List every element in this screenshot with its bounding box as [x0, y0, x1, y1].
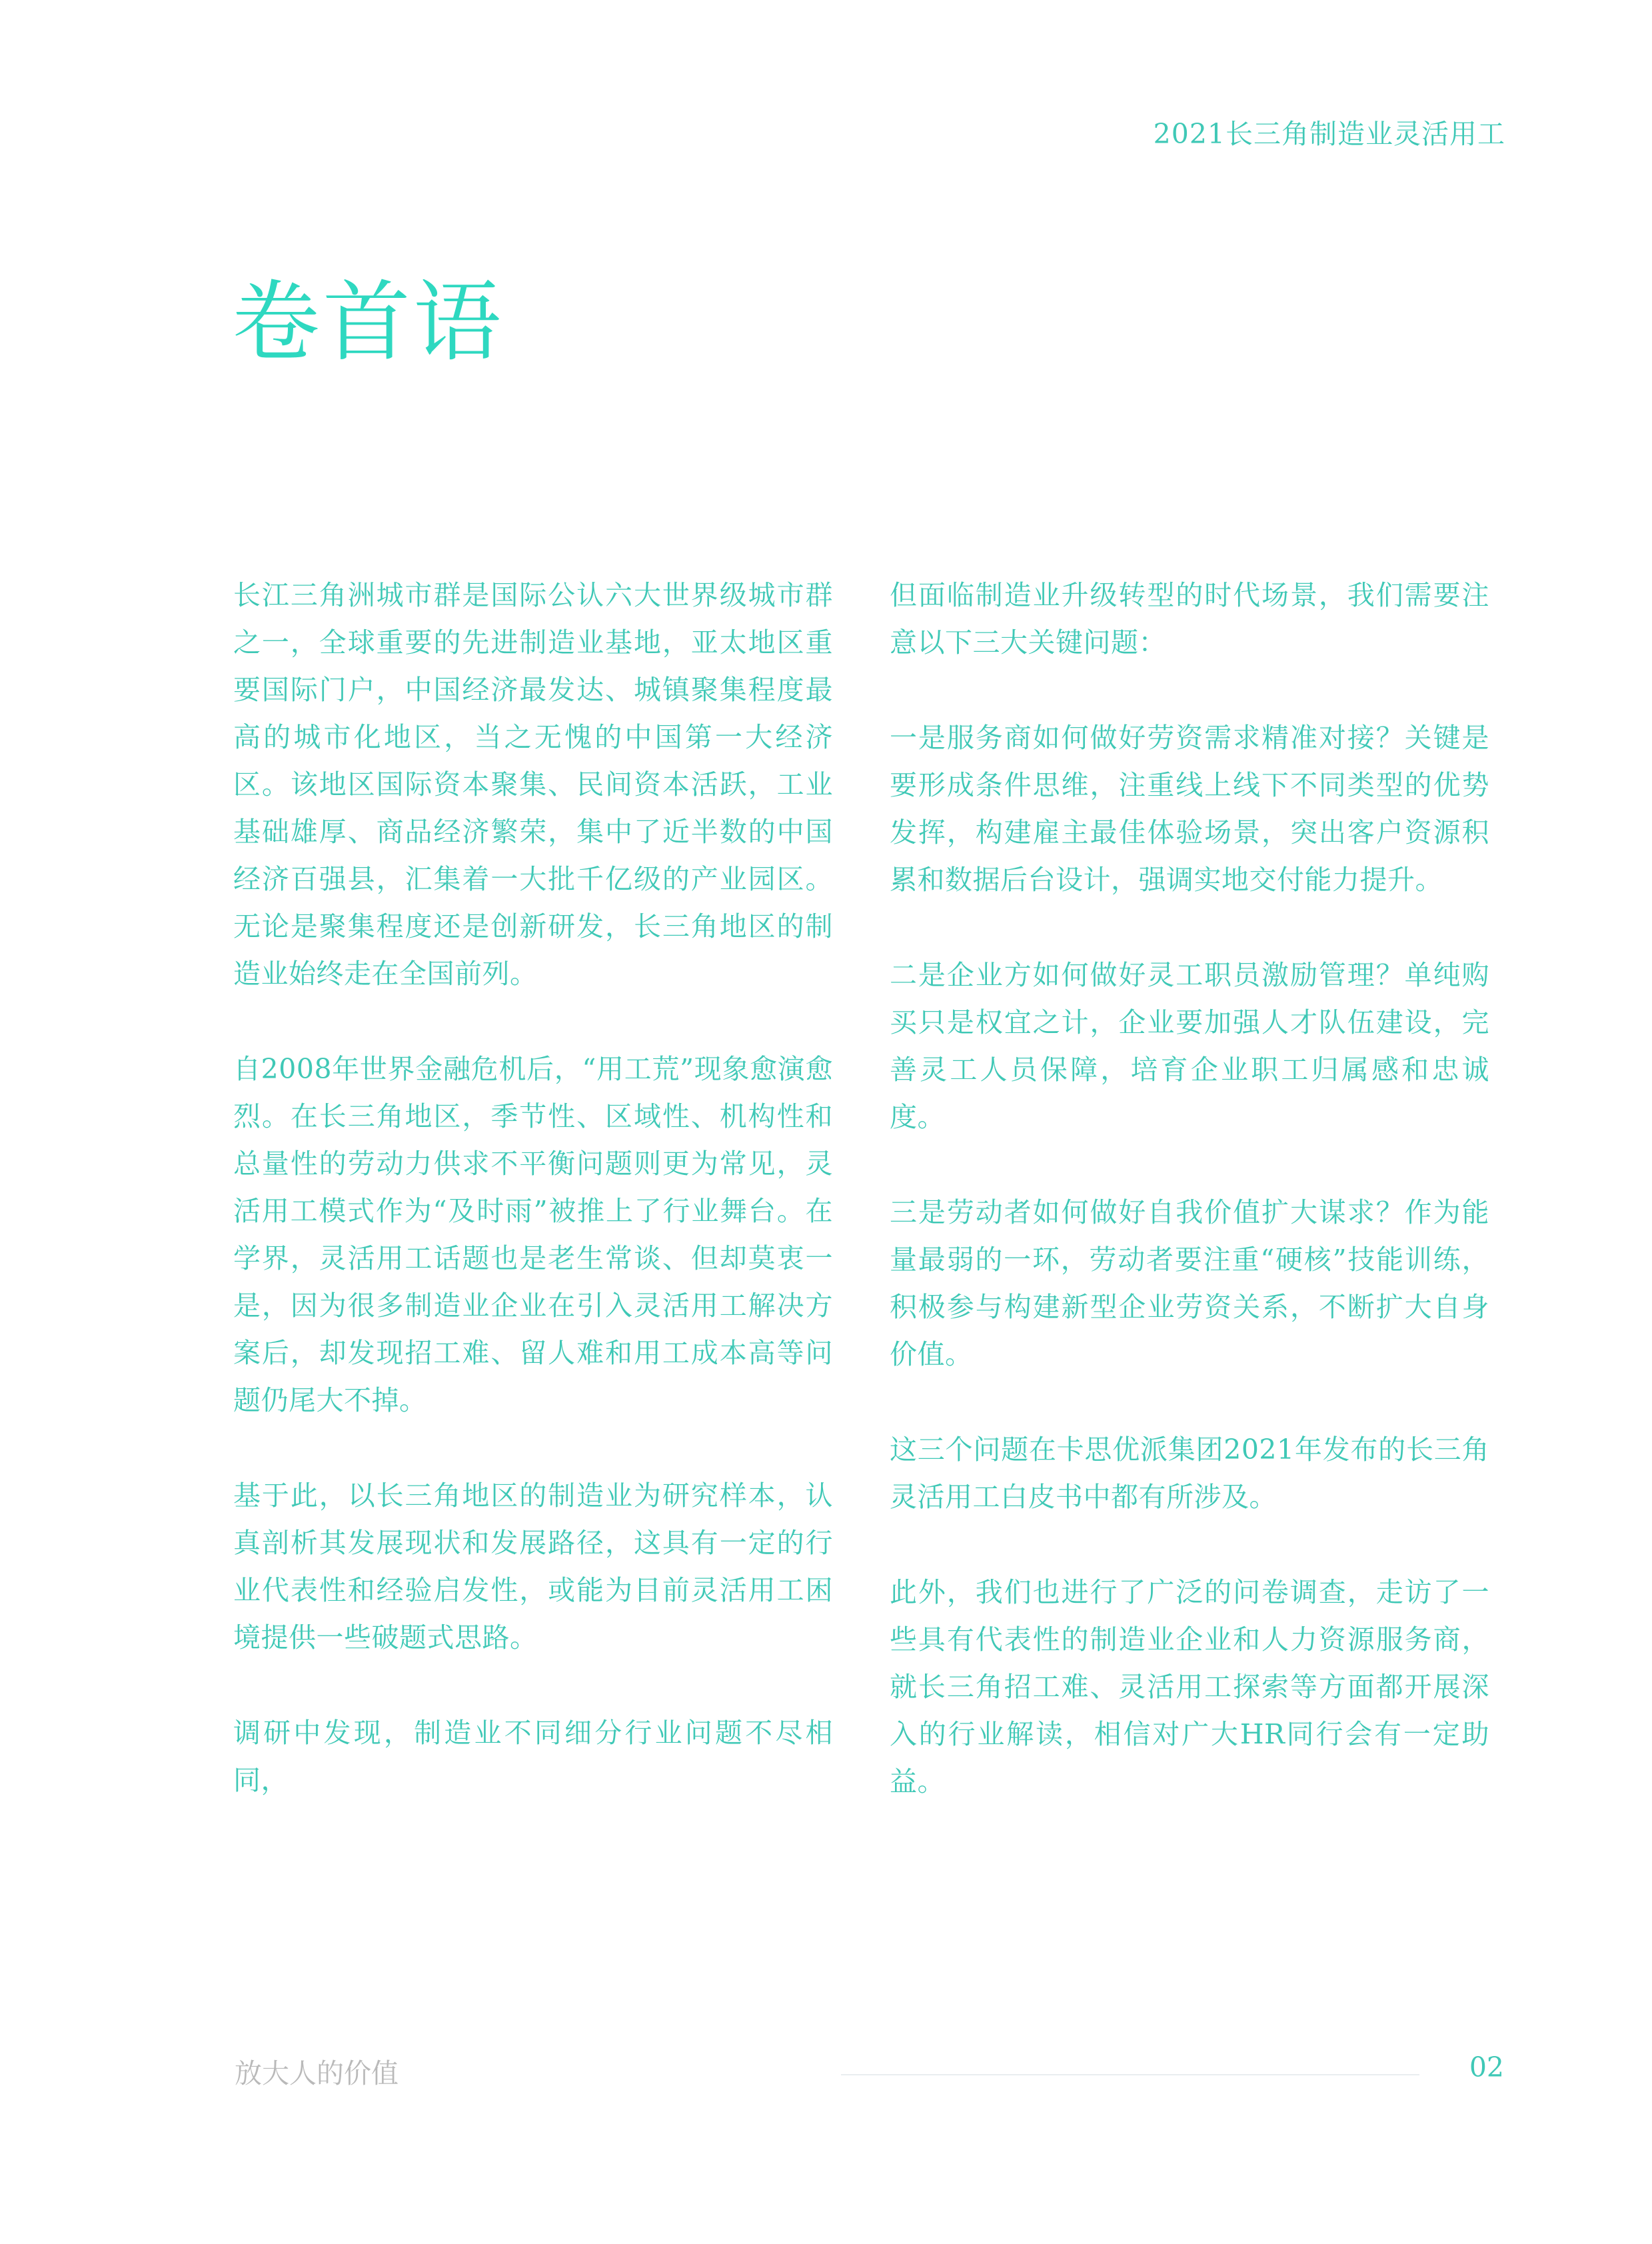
paragraph-issue-three: 三是劳动者如何做好自我价值扩大谋求？作为能量最弱的一环，劳动者要注重“硬核”技能训练，积极参与构建新型企业劳资关系，不断扩大自身价值。	[890, 1196, 1489, 1370]
left-column	[233, 572, 833, 1852]
paragraph-survey: 此外，我们也进行了广泛的问卷调查，走访了一些具有代表性的制造业企业和人力资源服务商，就长三角招工难、灵活用工探索等方面都开展深入的行业解读，相信对广大HR同行会有一定助益。	[890, 1576, 1489, 1797]
paragraph-findings-start: 调研中发现，制造业不同细分行业问题不尽相同，	[233, 1717, 833, 1796]
right-column	[890, 572, 1489, 1853]
footer-divider	[841, 2074, 1419, 2075]
paragraph-whitepaper: 这三个问题在卡思优派集团2021年发布的长三角灵活用工白皮书中都有所涉及。	[890, 1434, 1489, 1513]
paragraph-findings-cont: 但面临制造业升级转型的时代场景，我们需要注意以下三大关键问题：	[890, 579, 1489, 658]
header-title: 2021长三角制造业灵活用工	[1153, 118, 1505, 150]
paragraph-issue-two: 二是企业方如何做好灵工职员激励管理？单纯购买只是权宜之计，企业要加强人才队伍建设，完善灵工人员保障，培育企业职工归属感和忠诚度。	[890, 959, 1489, 1133]
paragraph-issue-one: 一是服务商如何做好劳资需求精准对接？关键是要形成条件思维，注重线上线下不同类型的优势发挥，构建雇主最佳体验场景，突出客户资源积累和数据后台设计，强调实地交付能力提升。	[890, 722, 1489, 896]
footer-slogan: 放大人的价值	[235, 2057, 399, 2089]
paragraph-intro: 长江三角洲城市群是国际公认六大世界级城市群之一，全球重要的先进制造业基地，亚太地区重要国际门户，中国经济最发达、城镇聚集程度最高的城市化地区，当之无愧的中国第一大经济区。该地区国际资本聚集、民间资本活跃，工业基础雄厚、商品经济繁荣，集中了近半数的中国经济百强县，汇集着一大批千亿级的产业园区。无论是聚集程度还是创新研发，长三角地区的制造业始终走在全国前列。	[233, 579, 833, 990]
paragraph-labor-shortage: 自2008年世界金融危机后，“用工荒”现象愈演愈烈。在长三角地区，季节性、区域性、机构性和总量性的劳动力供求不平衡问题则更为常见，灵活用工模式作为“及时雨”被推上了行业舞台。在学界，灵活用工话题也是老生常谈、但却莫衷一是，因为很多制造业企业在引入灵活用工解决方案后，却发现招工难、留人难和用工成本高等问题仍尾大不掉。	[233, 1053, 833, 1416]
paragraph-research-basis: 基于此，以长三角地区的制造业为研究样本，认真剖析其发展现状和发展路径，这具有一定的行业代表性和经验启发性，或能为目前灵活用工困境提供一些破题式思路。	[233, 1480, 833, 1654]
page-title: 卷首语	[232, 271, 504, 374]
page-number: 02	[1469, 2051, 1504, 2083]
